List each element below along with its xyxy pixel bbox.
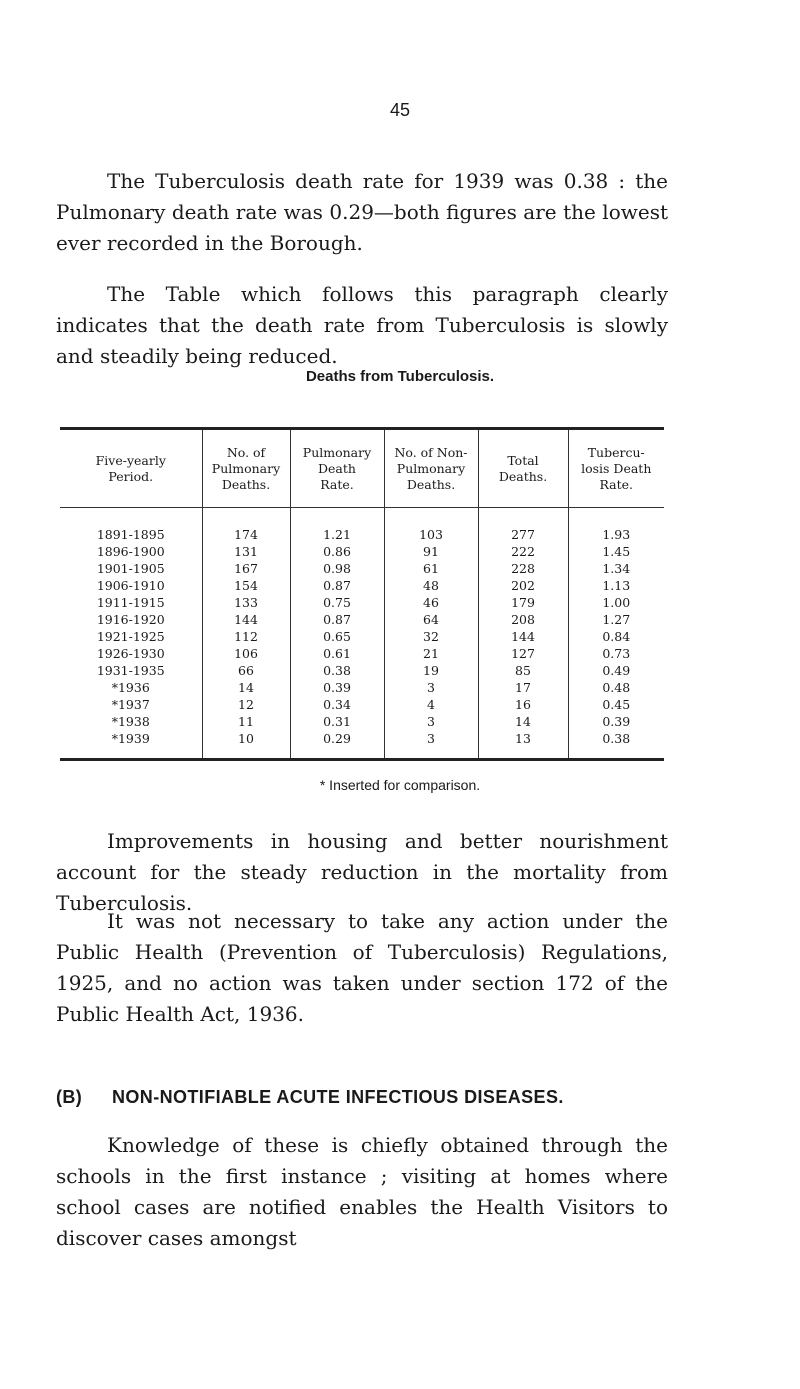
- table-cell: 0.34: [290, 696, 384, 713]
- table-cell: 3: [384, 679, 478, 696]
- table-row: [60, 560, 664, 577]
- table-cell: 17: [478, 679, 568, 696]
- table-cell: 1906-1910: [96, 578, 165, 593]
- table-header-row: [60, 429, 664, 508]
- page-number: 45: [389, 100, 411, 120]
- table-cell: 1.27: [568, 611, 664, 628]
- table-cell: 48: [384, 577, 478, 594]
- table-row: [60, 628, 664, 645]
- table-cell: 103: [384, 508, 478, 544]
- table-row: [60, 577, 664, 594]
- header-non-pulmonary-deaths: No. of Non- Pulmonary Deaths.: [384, 429, 478, 508]
- table-cell: 1.21: [290, 508, 384, 544]
- table-cell: 1896-1900: [96, 544, 165, 559]
- section-label: (B): [56, 1087, 83, 1107]
- table-cell: 144: [478, 628, 568, 645]
- table-cell: 1.13: [568, 577, 664, 594]
- table-cell: 1926-1930: [96, 646, 165, 661]
- table-cell: 19: [384, 662, 478, 679]
- table-cell: *1936: [111, 680, 150, 695]
- table-cell: 144: [202, 611, 290, 628]
- table-cell: 1.93: [568, 508, 664, 544]
- table-cell: 1.00: [568, 594, 664, 611]
- table-cell: 0.45: [568, 696, 664, 713]
- section-title: NON-NOTIFIABLE ACUTE INFECTIOUS DISEASES.: [112, 1087, 564, 1107]
- table-cell: 4: [384, 696, 478, 713]
- header-pulmonary-death-rate: Pulmonary Death Rate.: [290, 429, 384, 508]
- table-cell: 174: [202, 508, 290, 544]
- table-row: [60, 713, 664, 730]
- table-cell: 202: [478, 577, 568, 594]
- table-cell: *1938: [111, 714, 150, 729]
- table-title: Deaths from Tuberculosis.: [305, 368, 495, 385]
- table-cell: 0.61: [290, 645, 384, 662]
- table-cell: 32: [384, 628, 478, 645]
- table-cell: 1901-1905: [96, 561, 165, 576]
- table-cell: 91: [384, 543, 478, 560]
- table-cell: 0.84: [568, 628, 664, 645]
- table-cell: 0.39: [568, 713, 664, 730]
- table-cell: 208: [478, 611, 568, 628]
- table-cell: 0.86: [290, 543, 384, 560]
- table-cell: 85: [478, 662, 568, 679]
- table-cell: *1937: [111, 697, 150, 712]
- paragraph-tb-death-rate: The Tuberculosis death rate for 1939 was 0.38 : the Pulmonary death rate was 0.29—both figures are the lowest ever recorded in the Borough.: [56, 169, 668, 255]
- table-row: [60, 696, 664, 713]
- table-cell: 3: [384, 730, 478, 760]
- table-cell: 1911-1915: [96, 595, 165, 610]
- table-cell: 0.48: [568, 679, 664, 696]
- table-cell: 222: [478, 543, 568, 560]
- header-total-deaths: Total Deaths.: [478, 429, 568, 508]
- table-cell: 0.38: [290, 662, 384, 679]
- table-row: [60, 662, 664, 679]
- table-cell: 0.38: [568, 730, 664, 760]
- table-cell: 0.31: [290, 713, 384, 730]
- table-cell: 154: [202, 577, 290, 594]
- table-cell: 1916-1920: [96, 612, 165, 627]
- paragraph-improvements: Improvements in housing and better nourishment account for the steady reduction in the mortality from Tuberculosis.: [56, 829, 668, 915]
- table-cell: 112: [202, 628, 290, 645]
- table-cell: 1931-1935: [96, 663, 165, 678]
- table-cell: 228: [478, 560, 568, 577]
- table-cell: 167: [202, 560, 290, 577]
- table-cell: 0.98: [290, 560, 384, 577]
- table-cell: 14: [478, 713, 568, 730]
- section-heading: [56, 1087, 668, 1108]
- table-row: [60, 611, 664, 628]
- table-cell: 1.34: [568, 560, 664, 577]
- table-cell: 14: [202, 679, 290, 696]
- table-body: [60, 508, 664, 760]
- table-cell: 0.65: [290, 628, 384, 645]
- table-cell: 3: [384, 713, 478, 730]
- paragraph-knowledge: Knowledge of these is chiefly obtained through the schools in the first instance ; visiting at homes where school cases are notified enables the Health Visitors to discover cases amongst: [56, 1133, 668, 1250]
- table-row: [60, 508, 664, 544]
- header-pulmonary-deaths: No. of Pulmonary Deaths.: [202, 429, 290, 508]
- table-row: [60, 679, 664, 696]
- table-cell: 61: [384, 560, 478, 577]
- table-cell: 0.73: [568, 645, 664, 662]
- table-cell: 64: [384, 611, 478, 628]
- table-cell: 16: [478, 696, 568, 713]
- header-five-yearly-period: Five-yearly Period.: [60, 429, 202, 508]
- table-cell: 10: [202, 730, 290, 760]
- table-cell: 1.45: [568, 543, 664, 560]
- table-cell: *1939: [111, 731, 150, 746]
- table-cell: 11: [202, 713, 290, 730]
- table-cell: 46: [384, 594, 478, 611]
- table-row: [60, 594, 664, 611]
- paragraph-regulations: It was not necessary to take any action under the Public Health (Prevention of Tuberculosis) Regulations, 1925, and no action was taken under section 172 of the Public Health Act, 1936.: [56, 909, 668, 1026]
- table-cell: 0.75: [290, 594, 384, 611]
- table-cell: 66: [202, 662, 290, 679]
- table-cell: 0.49: [568, 662, 664, 679]
- table-row: [60, 730, 664, 760]
- table-cell: 106: [202, 645, 290, 662]
- table-row: [60, 543, 664, 560]
- tuberculosis-deaths-table: [60, 427, 664, 761]
- paragraph-table-intro: The Table which follows this paragraph clearly indicates that the death rate from Tuberculosis is slowly and steadily being reduced.: [56, 282, 668, 368]
- table-cell: 131: [202, 543, 290, 560]
- table-cell: 13: [478, 730, 568, 760]
- table-cell: 133: [202, 594, 290, 611]
- table-cell: 12: [202, 696, 290, 713]
- table-cell: 0.29: [290, 730, 384, 760]
- table-cell: 0.87: [290, 577, 384, 594]
- table-cell: 277: [478, 508, 568, 544]
- table-footnote: * Inserted for comparison.: [319, 777, 481, 793]
- header-tuberculosis-death-rate: Tubercu- losis Death Rate.: [568, 429, 664, 508]
- table-cell: 0.87: [290, 611, 384, 628]
- table-cell: 127: [478, 645, 568, 662]
- table-cell: 1921-1925: [96, 629, 165, 644]
- table-cell: 179: [478, 594, 568, 611]
- table-cell: 21: [384, 645, 478, 662]
- table-cell: 1891-1895: [96, 527, 165, 542]
- table-cell: 0.39: [290, 679, 384, 696]
- table-row: [60, 645, 664, 662]
